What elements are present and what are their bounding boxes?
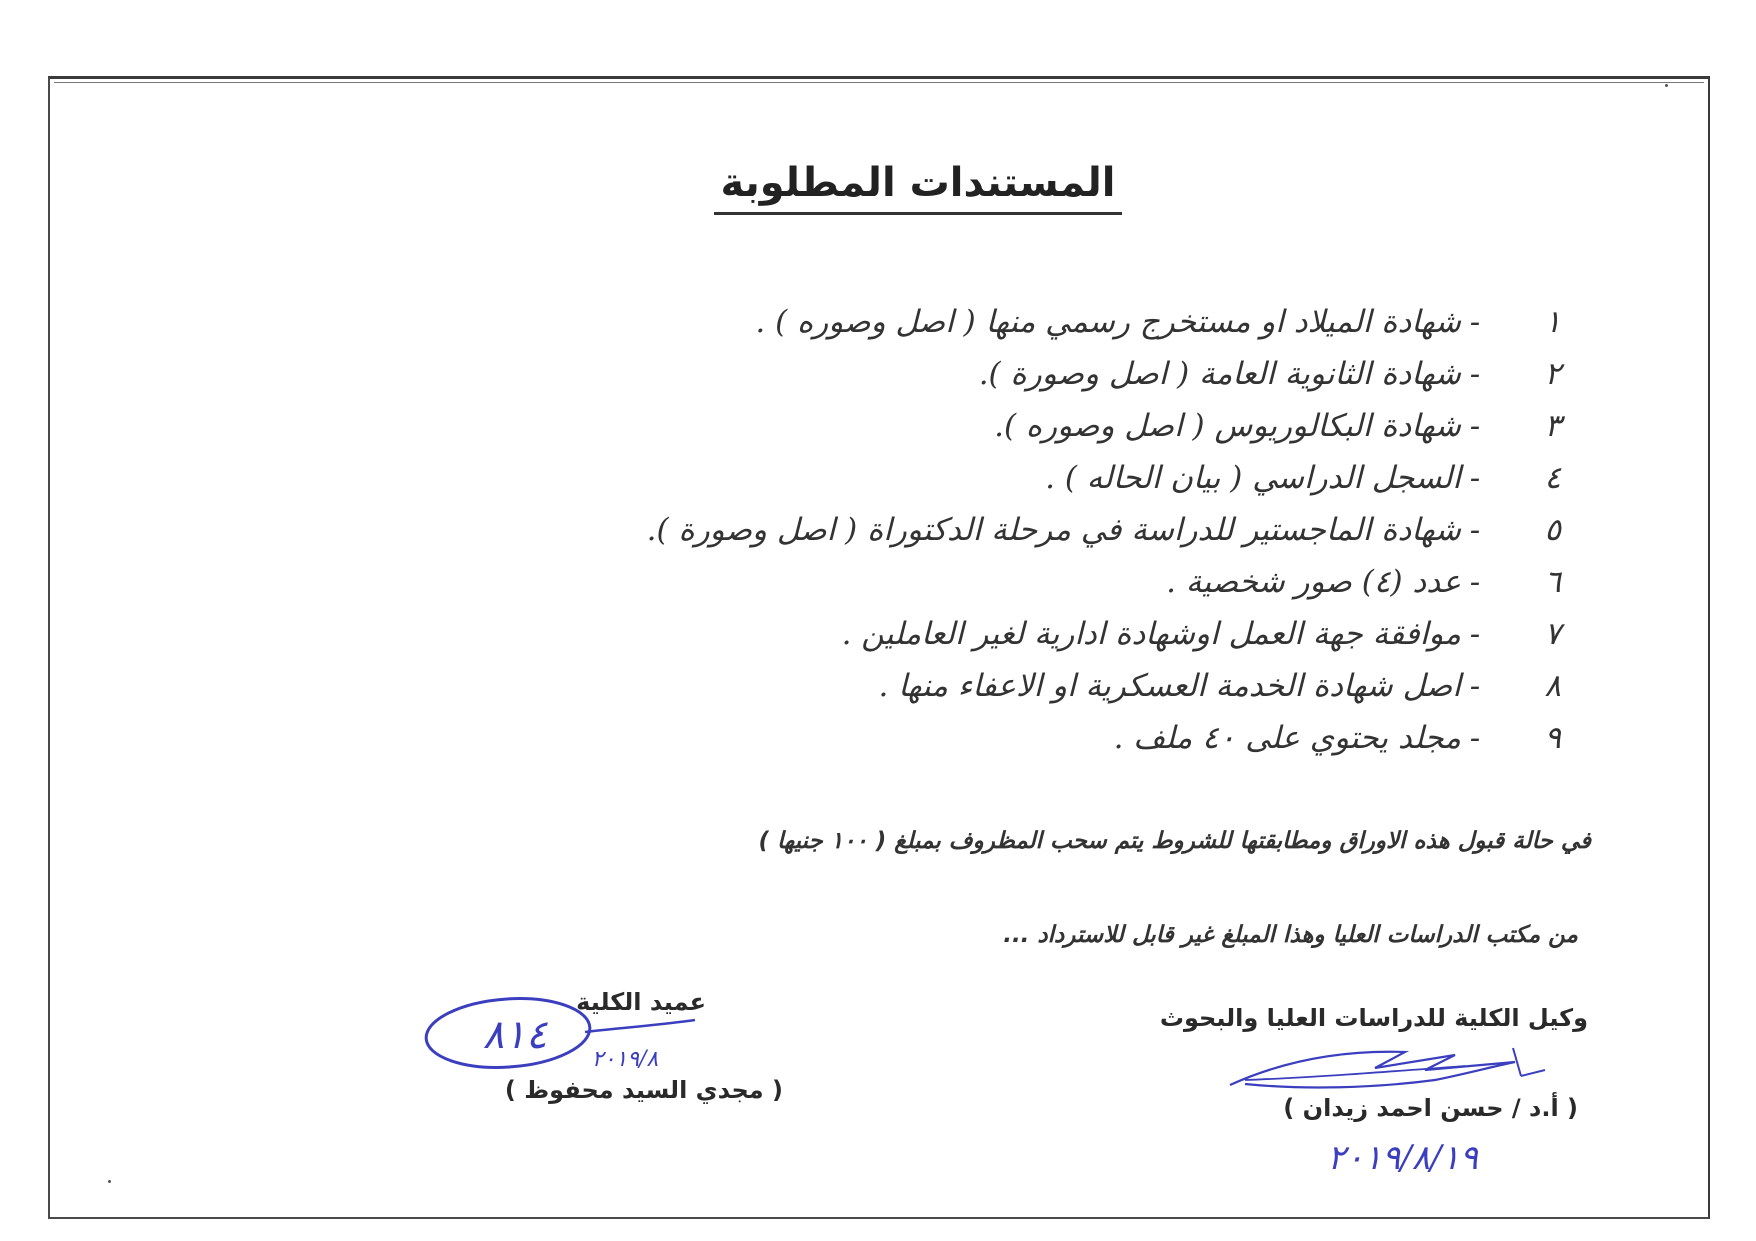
item-number: ٩ (1544, 720, 1561, 756)
document-item (361, 556, 1561, 608)
item-dash: - (1469, 512, 1481, 548)
item-text: عدد (٤) صور شخصية . (1166, 564, 1461, 600)
item-text: السجل الدراسي ( بيان الحاله ) . (1045, 460, 1461, 496)
vice-dean-handwritten-date: ٢٠١٩/٨/١٩ (1327, 1138, 1478, 1178)
item-number: ١ (1544, 304, 1561, 340)
item-dash: - (1469, 460, 1481, 496)
item-text: شهادة البكالوريوس ( اصل وصوره ). (994, 408, 1461, 444)
item-dash: - (1469, 304, 1481, 340)
document-item (361, 296, 1561, 348)
item-text: مجلد يحتوي على ٤٠ ملف . (1113, 720, 1461, 756)
item-number: ٨ (1544, 668, 1561, 704)
item-text: شهادة الماجستير للدراسة في مرحلة الدكتوراة ( اصل وصورة ). (646, 512, 1461, 548)
document-item (361, 712, 1561, 764)
item-dash: - (1469, 408, 1481, 444)
item-number: ٣ (1544, 408, 1561, 444)
vice-dean-signature (1225, 1040, 1565, 1110)
item-number: ٤ (1544, 460, 1561, 496)
document-item (361, 348, 1561, 400)
item-text: شهادة الثانوية العامة ( اصل وصورة ). (978, 356, 1461, 392)
scan-speck (108, 1180, 111, 1183)
fee-note-line-1: في حالة قبول هذه الاوراق ومطابقتها للشروط يتم سحب المظروف بمبلغ ( ١٠٠ جنيها ) (758, 828, 1591, 854)
item-dash: - (1469, 720, 1481, 756)
item-text: شهادة الميلاد او مستخرج رسمي منها ( اصل وصوره ) . (755, 304, 1461, 340)
item-dash: - (1469, 356, 1481, 392)
item-number: ٧ (1544, 616, 1561, 652)
item-dash: - (1469, 616, 1481, 652)
vice-dean-name: ( أ.د / حسن احمد زيدان ) (1283, 1094, 1578, 1122)
dean-stamp-date: ٢٠١٩/٨ (591, 1047, 659, 1072)
item-number: ٥ (1544, 512, 1561, 548)
item-number: ٦ (1544, 564, 1561, 600)
item-text: اصل شهادة الخدمة العسكرية او الاعفاء منها . (878, 668, 1461, 704)
item-text: موافقة جهة العمل اوشهادة ادارية لغير العاملين . (841, 616, 1461, 652)
document-item (361, 660, 1561, 712)
vice-dean-title: وكيل الكلية للدراسات العليا والبحوث (1159, 1004, 1588, 1032)
required-documents-list (361, 296, 1561, 764)
fee-note-line-2: من مكتب الدراسات العليا وهذا المبلغ غير قابل للاسترداد ... (1003, 922, 1578, 948)
document-item (361, 452, 1561, 504)
item-number: ٢ (1544, 356, 1561, 392)
scan-speck (1665, 84, 1668, 87)
item-dash: - (1469, 668, 1481, 704)
document-item (361, 400, 1561, 452)
dean-handwritten-approval (420, 990, 780, 1110)
dean-title: عميد الكلية (576, 988, 706, 1016)
document-item (361, 608, 1561, 660)
item-dash: - (1469, 564, 1481, 600)
page-title: المستندات المطلوبة (0, 160, 1756, 215)
dean-name: ( مجدي السيد محفوظ ) (504, 1076, 783, 1104)
dean-stamp-number: ٨١٤ (482, 1012, 548, 1058)
document-item (361, 504, 1561, 556)
